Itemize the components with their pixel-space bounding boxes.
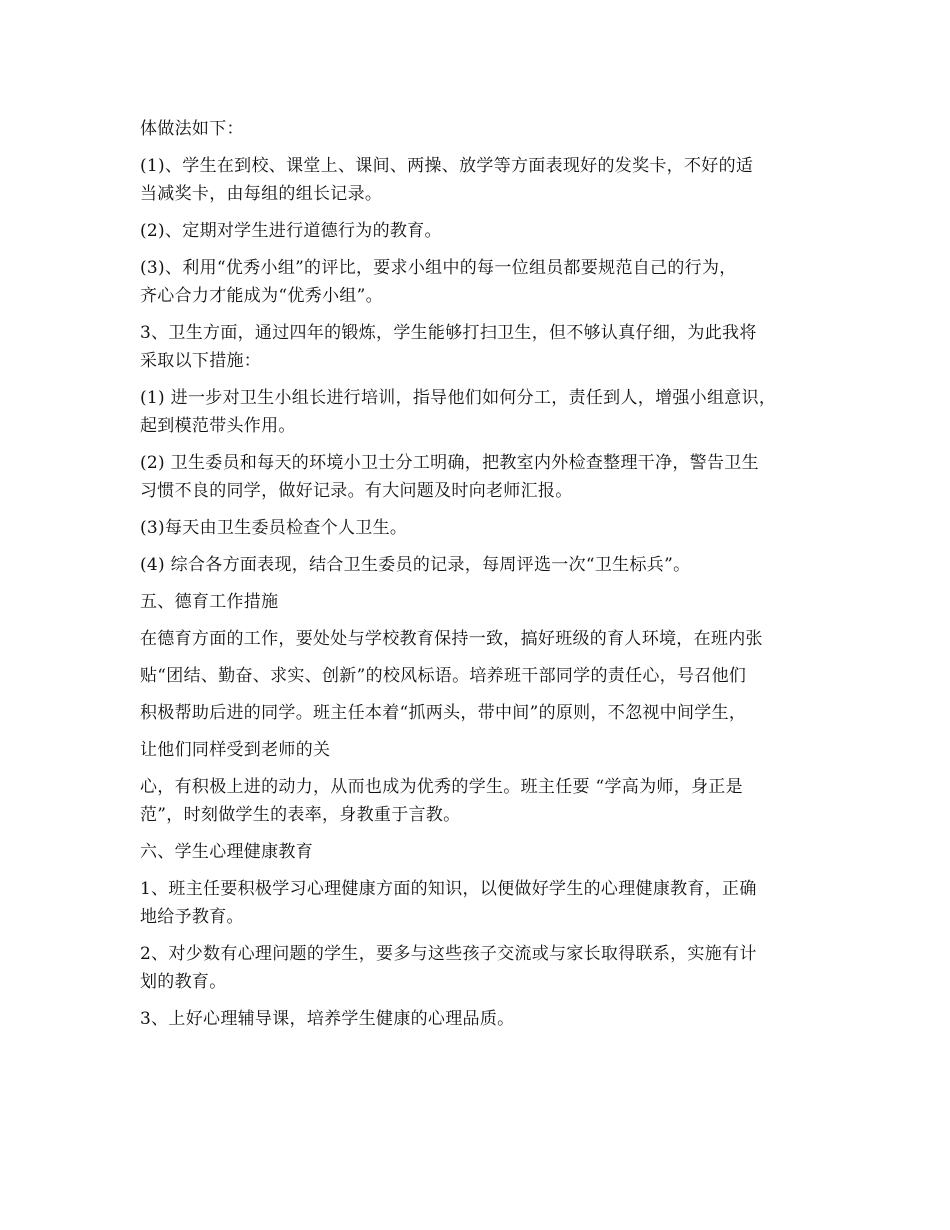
text-line: (1)、学生在到校、课堂上、课间、两操、放学等方面表现好的发奖卡，不好的适 bbox=[140, 156, 754, 176]
section-heading: 五、德育工作措施 bbox=[140, 592, 279, 612]
text-line: 3、卫生方面，通过四年的锻炼，学生能够打扫卫生，但不够认真仔细，为此我将 bbox=[140, 323, 757, 343]
text-line: 范”，时刻做学生的表率，身教重于言教。 bbox=[140, 805, 461, 825]
text-line: 2、对少数有心理问题的学生，要多与这些孩子交流或与家长取得联系，实施有计 bbox=[140, 944, 757, 964]
text-line: (4) 综合各方面表现，结合卫生委员的记录，每周评选一次“卫生标兵”。 bbox=[140, 555, 691, 575]
text-line: 习惯不良的同学，做好记录。有大问题及时向老师汇报。 bbox=[140, 481, 573, 501]
text-line: 让他们同样受到老师的关 bbox=[140, 740, 331, 760]
text-line: 在德育方面的工作，要处处与学校教育保持一致，搞好班级的育人环境，在班内张 bbox=[140, 629, 763, 649]
text-line: 采取以下措施： bbox=[140, 351, 262, 371]
text-line: 心，有积极上进的动力，从而也成为优秀的学生。班主任要 “学高为师，身正是 bbox=[140, 777, 743, 797]
text-line: (2) 卫生委员和每天的环境小卫士分工明确，把教室内外检查整理干净，警告卫生 bbox=[140, 453, 759, 473]
text-line: (3)每天由卫生委员检查个人卫生。 bbox=[140, 518, 408, 538]
text-line: (3)、利用“优秀小组”的评比，要求小组中的每一位组员都要规范自己的行为， bbox=[140, 258, 737, 278]
text-line: 当减奖卡，由每组的组长记录。 bbox=[140, 184, 383, 204]
section-heading: 六、学生心理健康教育 bbox=[140, 842, 313, 862]
text-line: (2)、定期对学生进行道德行为的教育。 bbox=[140, 221, 442, 241]
text-line: 齐心合力才能成为“优秀小组”。 bbox=[140, 286, 383, 306]
text-line: 贴“团结、勤奋、求实、创新”的校风标语。培养班干部同学的责任心，号召他们 bbox=[140, 666, 747, 686]
text-line: 体做法如下： bbox=[140, 119, 244, 139]
text-line: (1) 进一步对卫生小组长进行培训，指导他们如何分工，责任到人，增强小组意识， bbox=[140, 388, 777, 408]
text-line: 地给予教育。 bbox=[140, 907, 244, 927]
text-line: 积极帮助后进的同学。班主任本着“抓两头，带中间”的原则，不忽视中间学生， bbox=[140, 703, 747, 723]
document-body bbox=[140, 115, 840, 1033]
text-line: 起到模范带头作用。 bbox=[140, 416, 296, 436]
text-line: 划的教育。 bbox=[140, 972, 227, 992]
text-line: 3、上好心理辅导课，培养学生健康的心理品质。 bbox=[140, 1009, 515, 1029]
text-line: 1、班主任要积极学习心理健康方面的知识，以便做好学生的心理健康教育，正确 bbox=[140, 879, 757, 899]
